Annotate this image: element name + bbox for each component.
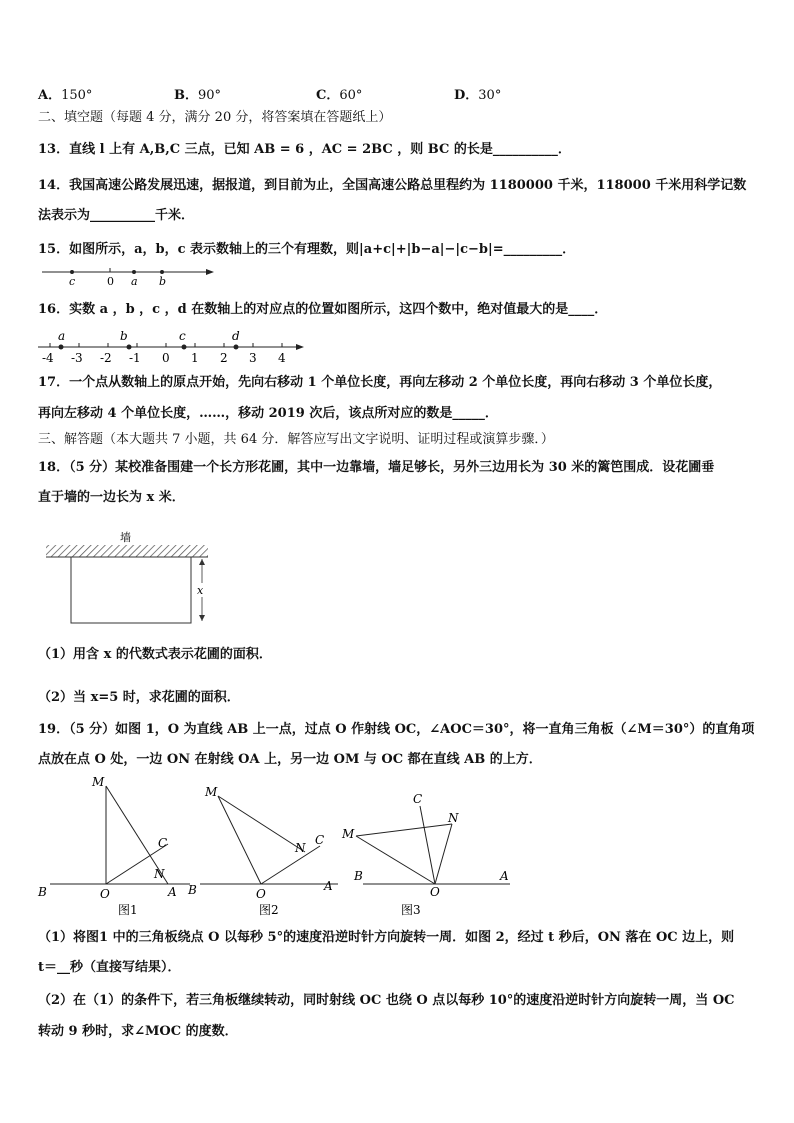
- option-a: A．150°: [38, 88, 93, 103]
- fig2-label-m: M: [205, 785, 218, 799]
- question-19-sub2-line2: 转动 9 秒时，求∠MOC 的度数．: [38, 1024, 238, 1039]
- fig3-label-a: A: [500, 869, 509, 883]
- question-17-line1: 17．一个点从数轴上的原点开始，先向右移动 1 个单位长度，再向左移动 2 个单位长度，再向右移动 3 个单位长度，: [38, 375, 722, 390]
- question-13: 13．直线 l 上有 A,B,C 三点，已知 AB = 6 ，AC = 2BC ，则 BC 的长是__________．: [38, 142, 571, 157]
- fig1-caption: 图1: [118, 903, 138, 917]
- question-19-line1: 19．（5 分）如图 1，O 为直线 AB 上一点，过点 O 作射线 OC，∠AOC＝30°，将一直角三角板（∠M＝30°）的直角项: [38, 722, 755, 737]
- fig3-label-c: C: [413, 792, 423, 806]
- fig1-label-b: B: [38, 885, 47, 899]
- q16-tick-0: 0: [162, 351, 170, 365]
- fig1-label-o: O: [100, 887, 110, 901]
- question-18-sub1: （1）用含 x 的代数式表示花圃的面积．: [38, 647, 272, 662]
- q18-wall: [46, 545, 208, 557]
- section-fill-blank-title: 二、填空题（每题 4 分，满分 20 分，将答案填在答题纸上）: [38, 110, 392, 125]
- q16-tick-2: 2: [220, 351, 228, 365]
- question-15: 15．如图所示，a，b，c 表示数轴上的三个有理数，则|a+c|+|b−a|−|c−b|=_________．: [38, 242, 576, 257]
- fig1-label-n: N: [154, 867, 165, 881]
- q16-tick-4: 4: [278, 351, 286, 365]
- question-19-sub2-line1: （2）在（1）的条件下，若三角板继续转动，同时射线 OC 也绕 O 点以每秒 10°的速度沿逆时针方向旋转一周，当 OC: [38, 993, 735, 1008]
- fig3-label-o: O: [430, 885, 440, 899]
- q16-tick-m4: -4: [42, 351, 54, 365]
- q16-point-d: d: [232, 329, 240, 343]
- q19-figures: [30, 772, 530, 922]
- fig3-caption: 图3: [401, 903, 421, 917]
- fig1-label-c: C: [158, 836, 168, 850]
- q16-point-a: a: [58, 329, 66, 343]
- fig2-label-o: O: [256, 887, 266, 901]
- question-18-line1: 18．（5 分）某校准备围建一个长方形花圃，其中一边靠墙，墙足够长，另外三边用长为 30 米的篱笆围成．设花圃垂: [38, 460, 715, 475]
- q18-wall-label: 墙: [120, 531, 131, 544]
- fig3-label-n: N: [448, 811, 459, 825]
- q15-label-a: a: [131, 275, 138, 288]
- question-18-sub2: （2）当 x=5 时，求花圃的面积．: [38, 690, 240, 705]
- question-17-line2: 再向左移动 4 个单位长度，……，移动 2019 次后，该点所对应的数是_____．: [38, 406, 498, 421]
- fig1-label-a: A: [168, 885, 177, 899]
- q16-tick-1: 1: [191, 351, 199, 365]
- q16-tick-3: 3: [249, 351, 257, 365]
- q15-label-c: c: [69, 275, 76, 288]
- fig2-label-c: C: [315, 833, 325, 847]
- question-14-line2: 法表示为__________千米．: [38, 208, 195, 223]
- fig3-label-b: B: [354, 869, 363, 883]
- option-d: D．30°: [454, 88, 502, 103]
- fig3-label-m: M: [342, 827, 355, 841]
- option-c: C．60°: [316, 88, 363, 103]
- q16-point-b: b: [120, 329, 128, 343]
- fig2-label-b: B: [188, 883, 197, 897]
- option-b: B．90°: [174, 88, 222, 103]
- q18-garden-figure: [44, 528, 214, 628]
- question-19-sub1-line1: （1）将图1 中的三角板绕点 O 以每秒 5°的速度沿逆时针方向旋转一周．如图 2，经过 t 秒后，ON 落在 OC 边上，则: [38, 930, 735, 945]
- q16-point-c: c: [179, 329, 186, 343]
- q15-label-zero: 0: [107, 275, 114, 288]
- fig2-label-a: A: [324, 879, 333, 893]
- q15-number-line: [38, 262, 218, 288]
- question-19-line2: 点放在点 O 处，一边 ON 在射线 OA 上，另一边 OM 与 OC 都在直线 AB 的上方．: [38, 752, 542, 767]
- question-19-sub1-line2: t＝__秒（直接写结果）．: [38, 960, 181, 975]
- q16-tick-m2: -2: [100, 351, 112, 365]
- section-solve-title: 三、解答题（本大题共 7 小题，共 64 分．解答应写出文字说明、证明过程或演算步骤．）: [38, 432, 554, 447]
- fig2-caption: 图2: [259, 903, 279, 917]
- fig1-label-m: M: [92, 775, 105, 789]
- q18-x-label: x: [197, 584, 204, 597]
- q16-tick-m1: -1: [129, 351, 141, 365]
- q15-label-b: b: [159, 275, 167, 288]
- q16-number-line: [36, 325, 306, 365]
- question-14-line1: 14．我国高速公路发展迅速，据报道，到目前为止，全国高速公路总里程约为 1180000 千米，118000 千米用科学记数: [38, 178, 747, 193]
- question-18-line2: 直于墙的一边长为 x 米．: [38, 490, 185, 505]
- fig2-label-n: N: [295, 841, 306, 855]
- q16-tick-m3: -3: [71, 351, 83, 365]
- question-16: 16．实数 a ，b ，c ，d 在数轴上的对应点的位置如图所示，这四个数中，绝对值最大的是____．: [38, 302, 608, 317]
